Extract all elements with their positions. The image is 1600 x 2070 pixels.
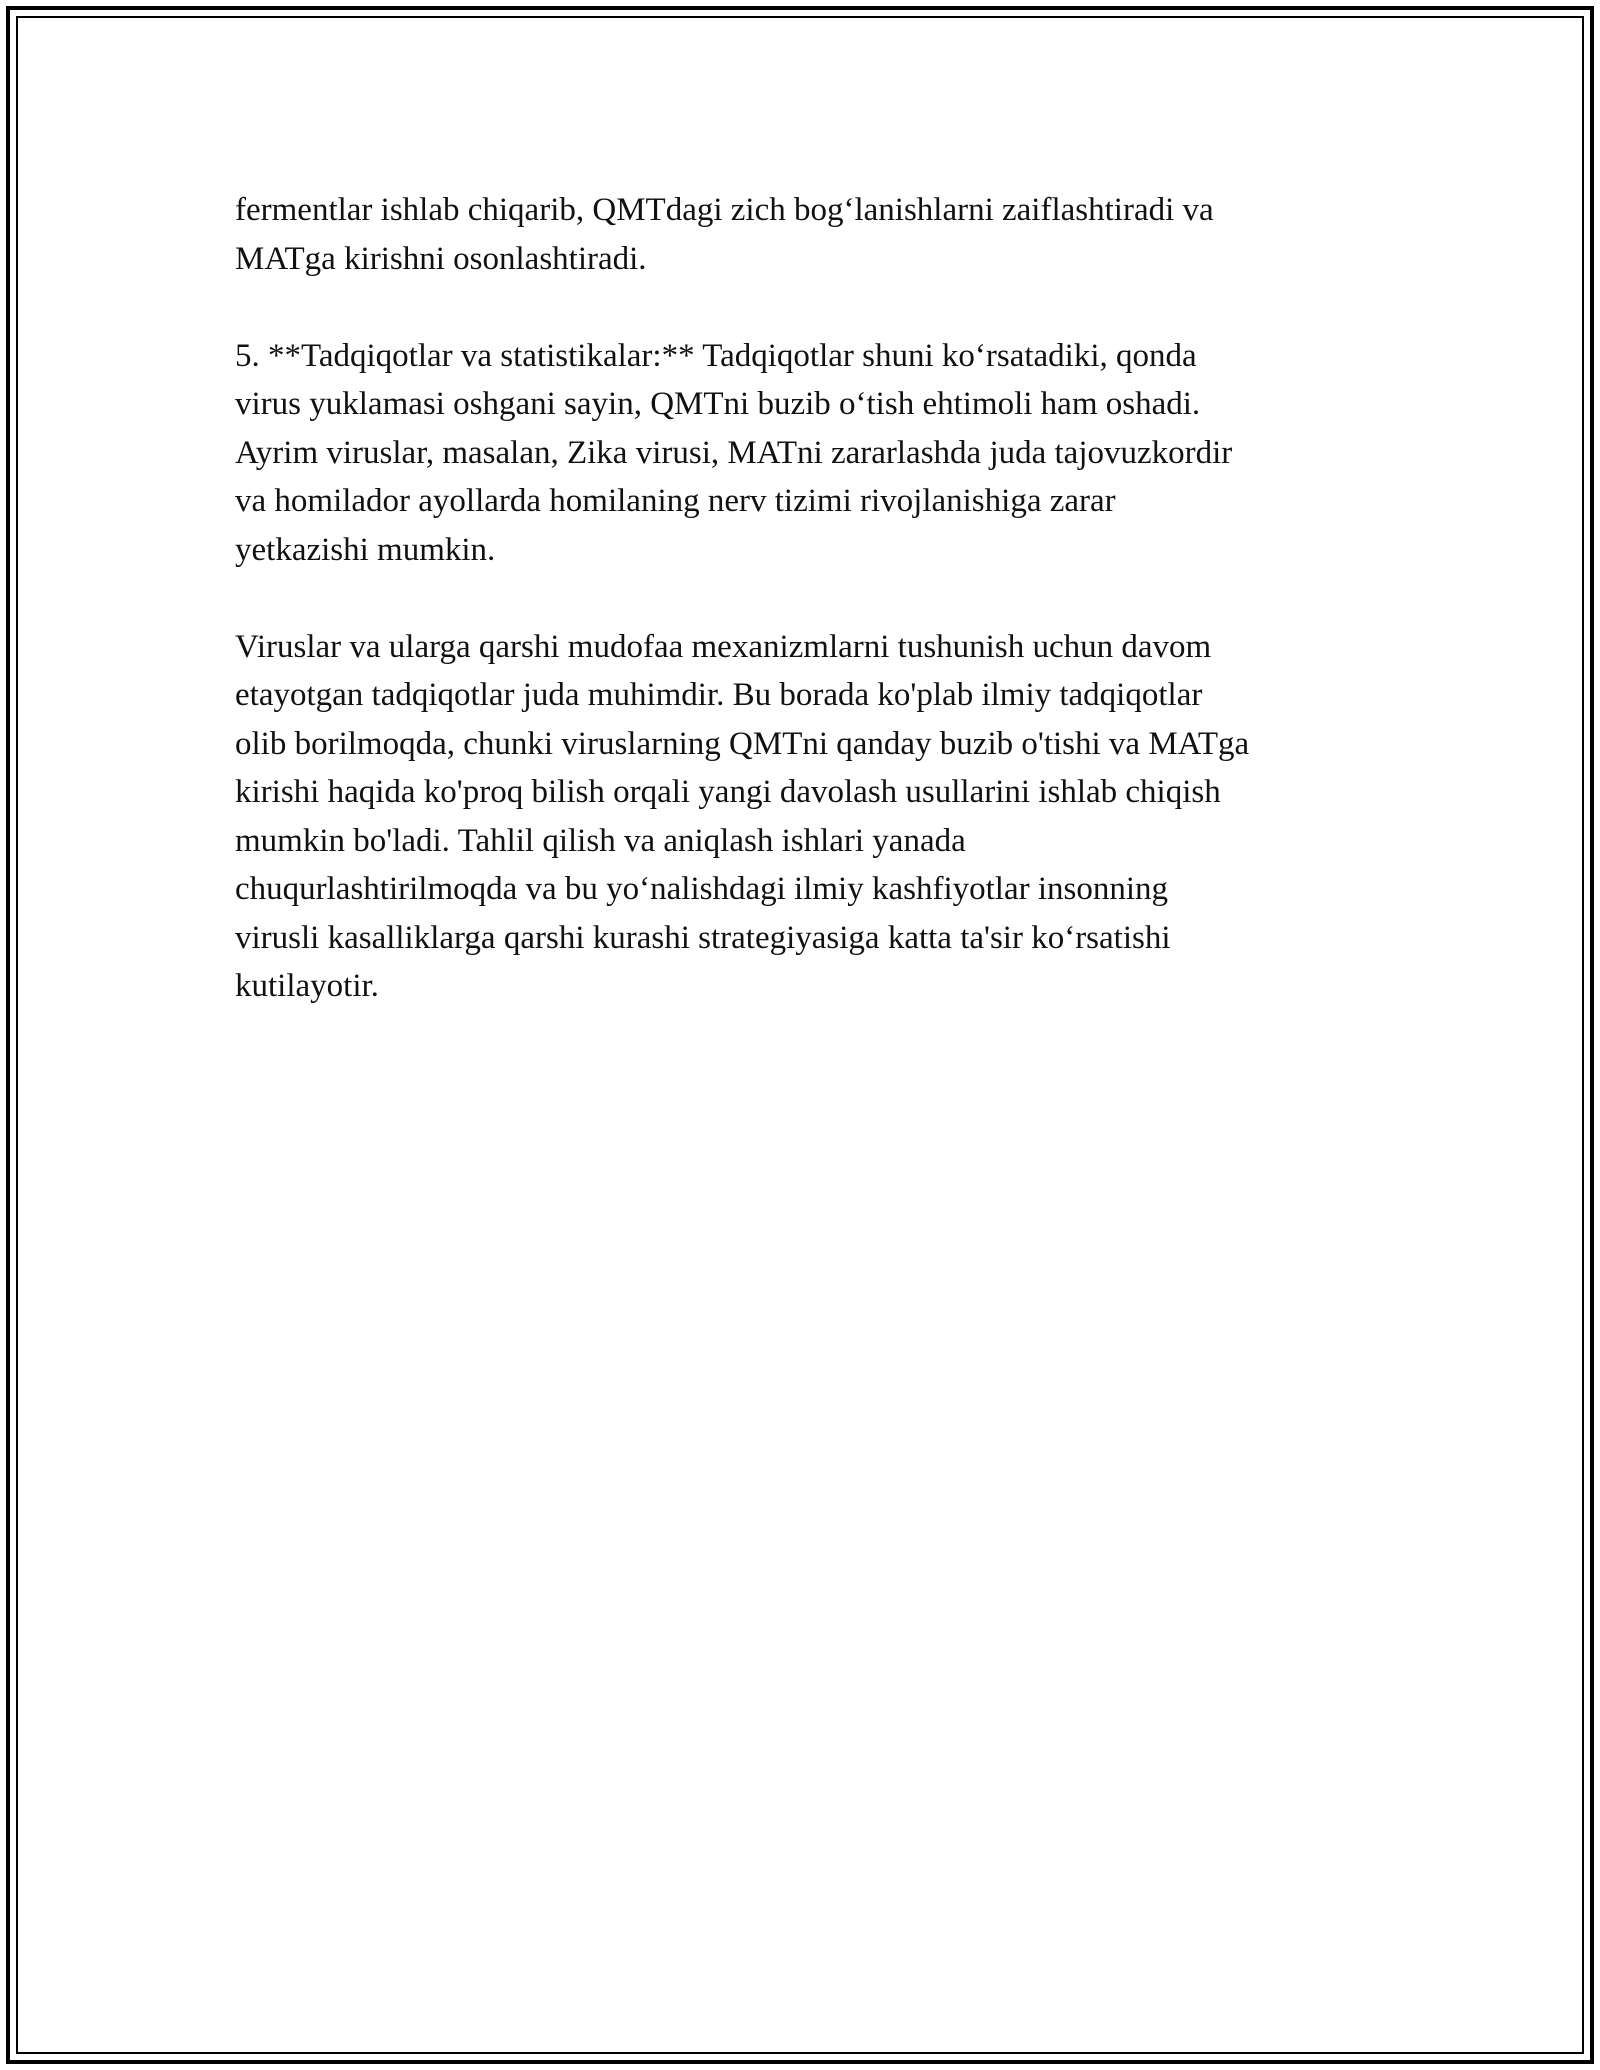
paragraph-research-statistics: 5. **Tadqiqotlar va statistikalar:** Tadqiqotlar shuni ko‘rsatadiki, qonda virus yuklamasi oshgani sayin, QMTni buzib o‘tish ehtimoli ham oshadi. Ayrim viruslar, masalan, Zika virusi, MATni zararlashda juda tajovuzkordir va homilador ayollarda homilaning nerv tizimi rivojlanishiga zarar yetkazishi mumkin. [235,337,1233,568]
paragraph-conclusion: Viruslar va ularga qarshi mudofaa mexanizmlarni tushunish uchun davom etayotgan tadqiqotlar juda muhimdir. Bu borada ko'plab ilmiy tadqiqotlar olib borilmoqda, chunki viruslarning QMTni qanday buzib o'tishi va MATga kirishi haqida ko'proq bilish orqali yangi davolash usullarini ishlab chiqish mumkin bo'ladi. Tahlil qilish va aniqlash ishlari yanada chuqurlashtirilmoqda va bu yo‘nalishdagi ilmiy kashfiyotlar insonning virusli kasalliklarga qarshi kurashi strategiyasiga katta ta'sir ko‘rsatishi kutilayotir. [235,628,1250,1004]
paragraph-continuation: fermentlar ishlab chiqarib, QMTdagi zich bog‘lanishlarni zaiflashtiradi va MATga kirishni osonlashtiradi. [235,192,1214,277]
document-body [235,186,1385,1059]
